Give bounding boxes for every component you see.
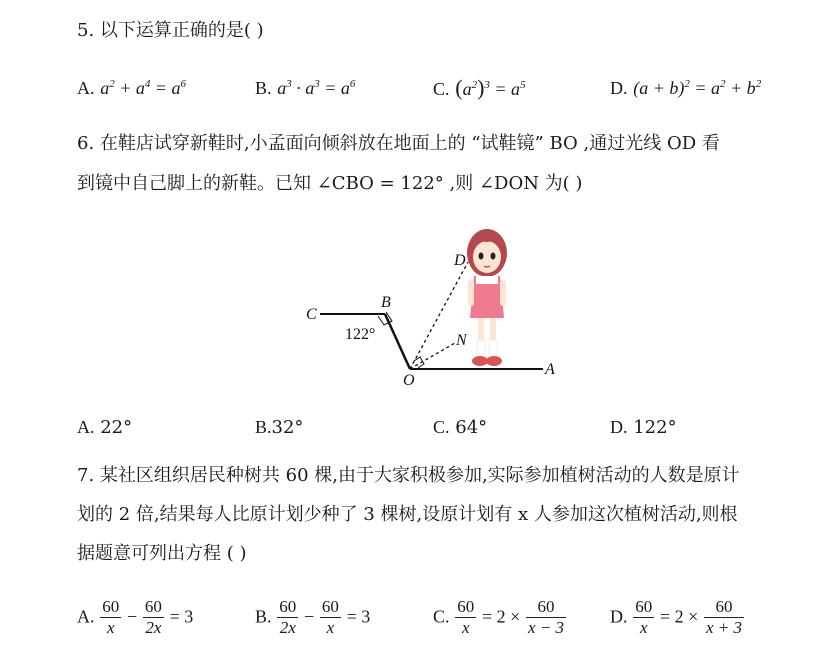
q5-option-b-expr: $a^3 \cdot a^3 = a^6$ [277,78,356,98]
q6-stem-line2: 到镜中自己脚上的新鞋。已知 ∠CBO = 122° ,则 ∠DON 为( ) [77,173,583,194]
girl-figure [467,229,507,366]
label-c: C [306,306,317,323]
q5-option-d: D. $(a + b)^2 = a^2 + b^2$ [610,78,762,98]
q5-option-a-expr: $a^2 + a^4 = a^6$ [100,78,187,98]
q5-option-a: A. $a^2 + a^4 = a^6$ [77,78,187,98]
q6-stem-line1: 6. 在鞋店试穿新鞋时,小孟面向倾斜放在地面上的 “试鞋镜” BO ,通过光线 OD 看 [77,133,720,154]
label-d: D [454,252,466,269]
q7-stem-line3: 据题意可列出方程 ( ) [77,543,247,564]
fraction: $\frac{60}{x}$ [321,597,339,637]
q7-option-b: B. $\frac{60}{2x}$ − $\frac{60}{x}$ = 3 [255,597,371,637]
fraction: $\frac{60}{x}$ [102,597,120,637]
q6-option-d: D. 122° [610,417,677,438]
fraction: $\frac{60}{2x}$ [144,597,162,637]
q5-option-d-expr: $(a + b)^2 = a^2 + b^2$ [633,78,762,98]
label-b: B [381,294,391,311]
label-n: N [456,332,467,349]
fraction: $\frac{60}{2x}$ [279,597,297,637]
label-o: O [403,372,415,389]
q7-option-a: A. $\frac{60}{x}$ − $\frac{60}{2x}$ = 3 [77,597,194,637]
ray-od [410,262,468,369]
fraction: $\frac{60}{x}$ [635,597,653,637]
label-angle-122: 122° [345,326,376,343]
label-a: A [545,361,555,378]
q5-stem: 5. 以下运算正确的是( ) [77,20,264,41]
q5-option-b: B. $a^3 \cdot a^3 = a^6$ [255,78,356,98]
fraction: $\frac{60}{x}$ [457,597,475,637]
q5-option-c-expr: $(a^2)^3 = a^5$ [455,75,526,100]
q7-stem-line2: 划的 2 倍,结果每人比原计划少种了 3 棵树,设原计划有 x 人参加这次植树活动,则根 [77,504,738,525]
q6-option-b: B.32° [255,417,304,438]
q6-option-c: C. 64° [433,417,488,438]
q7-stem-line1: 7. 某社区组织居民种树共 60 棵,由于大家积极参加,实际参加植树活动的人数是原计 [77,465,740,486]
q6-option-a: A. 22° [77,417,133,438]
q5-option-c: C. $(a^2)^3 = a^5$ [433,75,526,100]
q7-option-c: C. $\frac{60}{x}$ = 2 × $\frac{60}{x - 3}$ [433,597,565,637]
q7-option-d: D. $\frac{60}{x}$ = 2 × $\frac{60}{x + 3}$ [610,597,743,637]
fraction: $\frac{60}{x - 3}$ [528,597,565,637]
fraction: $\frac{60}{x + 3}$ [706,597,743,637]
